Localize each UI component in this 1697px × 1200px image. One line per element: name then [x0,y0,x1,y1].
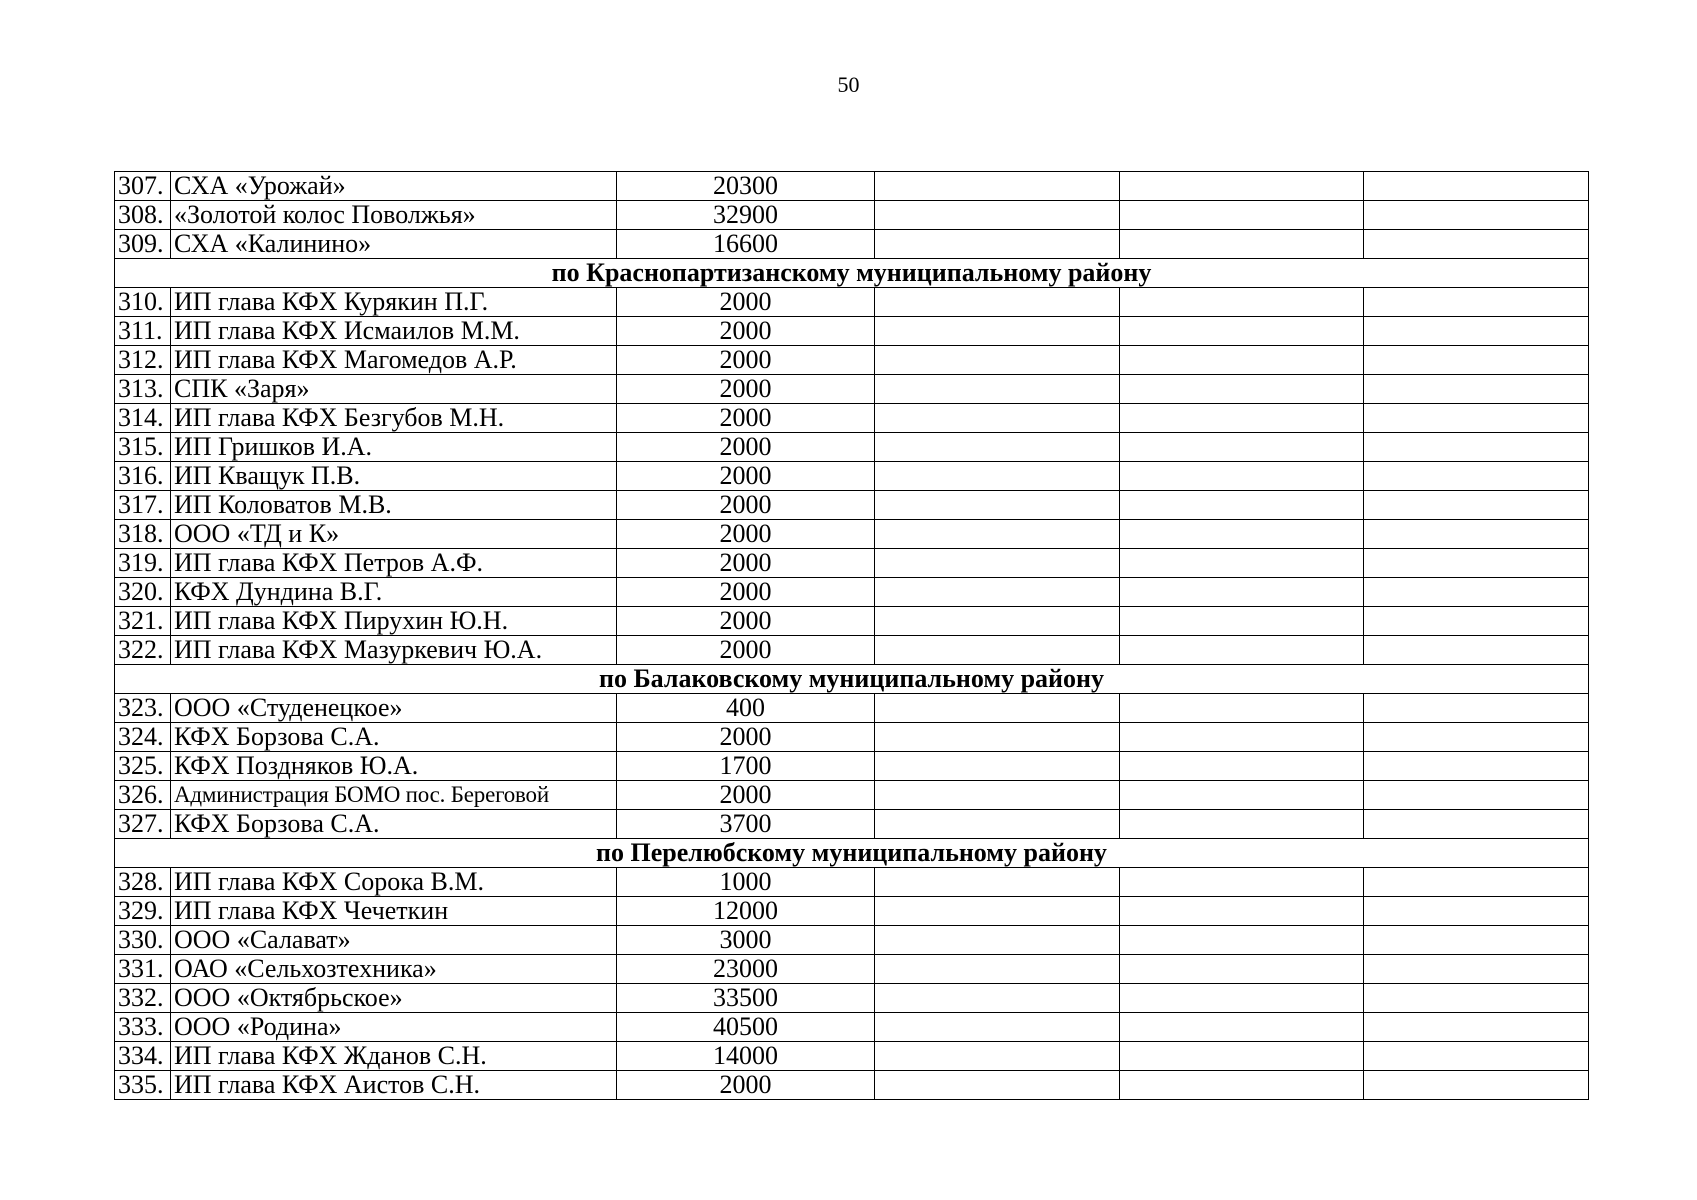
row-number: 330. [115,926,171,955]
empty-cell [1364,723,1589,752]
organization-name: КФХ Борзова С.А. [171,723,617,752]
empty-cell [1120,926,1364,955]
organization-name: ИП глава КФХ Жданов С.Н. [171,1042,617,1071]
empty-cell [1120,491,1364,520]
amount-value: 2000 [617,549,875,578]
empty-cell [875,926,1120,955]
table-row [115,868,1589,897]
empty-cell [1120,897,1364,926]
empty-cell [1120,520,1364,549]
amount-value: 40500 [617,1013,875,1042]
row-number: 332. [115,984,171,1013]
amount-value: 16600 [617,230,875,259]
empty-cell [1364,375,1589,404]
row-number: 334. [115,1042,171,1071]
empty-cell [1364,1013,1589,1042]
empty-cell [875,433,1120,462]
row-number: 308. [115,201,171,230]
amount-value: 2000 [617,1071,875,1100]
empty-cell [875,955,1120,984]
table-row [115,607,1589,636]
amount-value: 2000 [617,404,875,433]
empty-cell [1120,694,1364,723]
table-row [115,404,1589,433]
row-number: 319. [115,549,171,578]
row-number: 315. [115,433,171,462]
organization-name: Администрация БОМО пос. Береговой [171,781,617,810]
row-number: 331. [115,955,171,984]
section-title: по Краснопартизанскому муниципальному району [115,259,1589,288]
amount-value: 12000 [617,897,875,926]
amount-value: 2000 [617,491,875,520]
empty-cell [875,752,1120,781]
empty-cell [875,549,1120,578]
empty-cell [875,607,1120,636]
organization-name: ООО «Родина» [171,1013,617,1042]
row-number: 326. [115,781,171,810]
table-row [115,520,1589,549]
amount-value: 2000 [617,607,875,636]
empty-cell [1364,694,1589,723]
empty-cell [1120,781,1364,810]
empty-cell [1364,897,1589,926]
amount-value: 2000 [617,520,875,549]
row-number: 310. [115,288,171,317]
empty-cell [875,984,1120,1013]
table-row [115,288,1589,317]
row-number: 312. [115,346,171,375]
amount-value: 32900 [617,201,875,230]
empty-cell [875,288,1120,317]
organization-name: ИП глава КФХ Мазуркевич Ю.А. [171,636,617,665]
empty-cell [1364,1042,1589,1071]
table-row [115,433,1589,462]
row-number: 321. [115,607,171,636]
organization-name: ИП Гришков И.А. [171,433,617,462]
table-row [115,1013,1589,1042]
empty-cell [1364,404,1589,433]
organization-name: ООО «ТД и К» [171,520,617,549]
organization-name: ИП глава КФХ Курякин П.Г. [171,288,617,317]
empty-cell [1364,810,1589,839]
empty-cell [1120,201,1364,230]
empty-cell [1364,288,1589,317]
table-row [115,810,1589,839]
page-number: 50 [837,72,860,97]
empty-cell [1364,462,1589,491]
empty-cell [875,1042,1120,1071]
empty-cell [1120,549,1364,578]
row-number: 335. [115,1071,171,1100]
organization-name: ИП Коловатов М.В. [171,491,617,520]
empty-cell [875,317,1120,346]
organization-name: КФХ Дундина В.Г. [171,578,617,607]
empty-cell [1364,346,1589,375]
empty-cell [875,810,1120,839]
row-number: 311. [115,317,171,346]
empty-cell [875,201,1120,230]
amount-value: 2000 [617,288,875,317]
empty-cell [1120,172,1364,201]
empty-cell [1364,230,1589,259]
empty-cell [1364,317,1589,346]
table-row [115,926,1589,955]
empty-cell [1364,955,1589,984]
empty-cell [875,491,1120,520]
row-number: 324. [115,723,171,752]
empty-cell [875,723,1120,752]
organization-name: ООО «Студенецкое» [171,694,617,723]
empty-cell [875,578,1120,607]
organization-name: ИП глава КФХ Пирухин Ю.Н. [171,607,617,636]
empty-cell [1364,549,1589,578]
empty-cell [875,375,1120,404]
empty-cell [1364,926,1589,955]
table-row [115,578,1589,607]
empty-cell [1120,317,1364,346]
amount-value: 33500 [617,984,875,1013]
empty-cell [875,897,1120,926]
empty-cell [1364,984,1589,1013]
section-title: по Перелюбскому муниципальному району [115,839,1589,868]
organization-name: СХА «Калинино» [171,230,617,259]
empty-cell [875,346,1120,375]
table-row [115,1042,1589,1071]
amount-value: 3700 [617,810,875,839]
row-number: 313. [115,375,171,404]
section-header-row [115,665,1589,694]
empty-cell [1120,462,1364,491]
empty-cell [875,868,1120,897]
table-row [115,781,1589,810]
row-number: 328. [115,868,171,897]
amount-value: 2000 [617,636,875,665]
organization-name: СПК «Заря» [171,375,617,404]
organization-name: ИП глава КФХ Исмаилов М.М. [171,317,617,346]
organization-name: ИП глава КФХ Чечеткин [171,897,617,926]
table-row [115,897,1589,926]
row-number: 318. [115,520,171,549]
empty-cell [1120,346,1364,375]
empty-cell [875,172,1120,201]
table-row [115,491,1589,520]
empty-cell [1120,1042,1364,1071]
row-number: 309. [115,230,171,259]
section-title: по Балаковскому муниципальному району [115,665,1589,694]
empty-cell [875,520,1120,549]
amount-value: 2000 [617,317,875,346]
empty-cell [1120,288,1364,317]
row-number: 314. [115,404,171,433]
table-row [115,636,1589,665]
row-number: 322. [115,636,171,665]
organization-name: ИП глава КФХ Магомедов А.Р. [171,346,617,375]
amount-value: 2000 [617,375,875,404]
row-number: 323. [115,694,171,723]
amount-value: 400 [617,694,875,723]
organization-name: ООО «Октябрьское» [171,984,617,1013]
empty-cell [1364,520,1589,549]
table-body [115,172,1589,1100]
amount-value: 2000 [617,781,875,810]
organization-name: ИП глава КФХ Аистов С.Н. [171,1071,617,1100]
empty-cell [1120,1013,1364,1042]
empty-cell [1120,230,1364,259]
empty-cell [1120,375,1364,404]
amount-value: 2000 [617,723,875,752]
table-row [115,462,1589,491]
empty-cell [1120,636,1364,665]
table-row [115,955,1589,984]
empty-cell [1364,781,1589,810]
table-row [115,172,1589,201]
organization-name: КФХ Поздняков Ю.А. [171,752,617,781]
amount-value: 3000 [617,926,875,955]
empty-cell [1364,752,1589,781]
amount-value: 2000 [617,433,875,462]
table-row [115,694,1589,723]
amount-value: 20300 [617,172,875,201]
amount-value: 1000 [617,868,875,897]
section-header-row [115,259,1589,288]
empty-cell [875,462,1120,491]
table-row [115,230,1589,259]
empty-cell [1364,636,1589,665]
organization-name: ИП глава КФХ Петров А.Ф. [171,549,617,578]
row-number: 320. [115,578,171,607]
empty-cell [1364,578,1589,607]
empty-cell [1120,433,1364,462]
empty-cell [1120,578,1364,607]
table-row [115,375,1589,404]
organization-name: КФХ Борзова С.А. [171,810,617,839]
organization-name: ИП Кващук П.В. [171,462,617,491]
row-number: 329. [115,897,171,926]
empty-cell [1120,984,1364,1013]
empty-cell [1120,868,1364,897]
empty-cell [1364,201,1589,230]
empty-cell [1120,723,1364,752]
row-number: 333. [115,1013,171,1042]
amount-value: 23000 [617,955,875,984]
row-number: 316. [115,462,171,491]
table-row [115,752,1589,781]
row-number: 325. [115,752,171,781]
empty-cell [875,781,1120,810]
row-number: 327. [115,810,171,839]
amount-value: 14000 [617,1042,875,1071]
organization-name: СХА «Урожай» [171,172,617,201]
empty-cell [1364,868,1589,897]
empty-cell [1364,433,1589,462]
table-row [115,346,1589,375]
empty-cell [1120,752,1364,781]
empty-cell [1364,607,1589,636]
organization-name: ОАО «Сельхозтехника» [171,955,617,984]
table-row [115,984,1589,1013]
empty-cell [875,1013,1120,1042]
table-row [115,201,1589,230]
row-number: 307. [115,172,171,201]
empty-cell [1364,1071,1589,1100]
amount-value: 1700 [617,752,875,781]
empty-cell [875,1071,1120,1100]
organization-name: ИП глава КФХ Безгубов М.Н. [171,404,617,433]
amount-value: 2000 [617,346,875,375]
table-row [115,723,1589,752]
empty-cell [1120,404,1364,433]
empty-cell [1120,607,1364,636]
organization-name: ООО «Салават» [171,926,617,955]
section-header-row [115,839,1589,868]
table-row [115,317,1589,346]
empty-cell [875,404,1120,433]
empty-cell [1120,810,1364,839]
allocation-table [114,171,1589,1100]
empty-cell [875,636,1120,665]
empty-cell [1120,955,1364,984]
amount-value: 2000 [617,462,875,491]
empty-cell [875,230,1120,259]
organization-name: ИП глава КФХ Сорока В.М. [171,868,617,897]
amount-value: 2000 [617,578,875,607]
empty-cell [1364,172,1589,201]
table-row [115,1071,1589,1100]
empty-cell [1120,1071,1364,1100]
empty-cell [875,694,1120,723]
empty-cell [1364,491,1589,520]
table-row [115,549,1589,578]
row-number: 317. [115,491,171,520]
organization-name: «Золотой колос Поволжья» [171,201,617,230]
